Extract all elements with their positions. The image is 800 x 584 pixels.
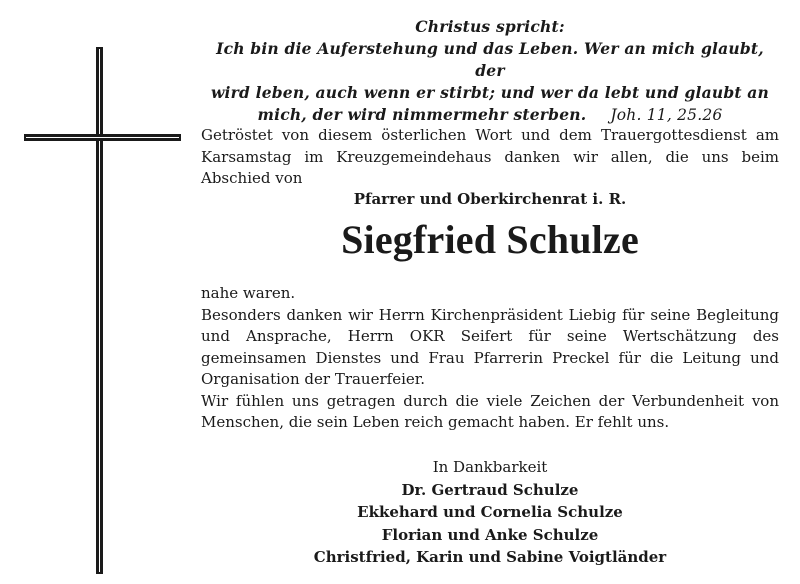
deceased-title: Pfarrer und Oberkirchenrat i. R.: [353, 190, 627, 208]
signoff-name: Florian und Anke Schulze: [381, 525, 599, 544]
quote-line: Ich bin die Auferstehung und das Leben. Wer an mich glaubt, der: [216, 39, 764, 80]
cross-horizontal-bar: [24, 134, 181, 141]
quote-line: Christus spricht:: [415, 17, 565, 36]
quote-line-text: mich, der wird nimmermehr sterben.: [257, 105, 587, 124]
signoff: [200, 456, 780, 569]
paragraph-thanks: Besonders danken wir Herrn Kirchenpräsident Liebig für seine Begleitung und Ansprache, Herrn OKR Seifert für seine Wertschätzung des gemeinsamen Dienstes und Frau Pfarrerin Preckel für die Leitung und Organisation der Trauerfeier.: [201, 305, 779, 388]
intro-text: Getröstet von diesem österlichen Wort und dem Trauergottesdienst am Karsamstag im Kreuzgemeindehaus danken wir allen, die uns beim Abschied von: [201, 126, 779, 187]
main-text: [201, 283, 779, 434]
text-line: nahe waren.: [201, 284, 296, 302]
signoff-intro: In Dankbarkeit: [432, 458, 548, 476]
deceased-name: Siegfried Schulze: [341, 217, 639, 262]
quote-line: wird leben, auch wenn er stirbt; und wer da lebt und glaubt an: [210, 83, 770, 102]
bible-quote: [200, 16, 780, 126]
signoff-name: Dr. Gertraud Schulze: [401, 480, 579, 499]
cross-vertical-bar: [96, 47, 103, 574]
signoff-name: Christfried, Karin und Sabine Voigtländer: [313, 548, 667, 566]
quote-line-last: [200, 104, 780, 126]
paragraph-closing: Wir fühlen uns getragen durch die viele Zeichen der Verbundenheit von Menschen, die sein Leben reich gemacht haben. Er fehlt uns.: [201, 391, 779, 431]
bible-reference: Joh. 11, 25.26: [610, 106, 723, 124]
signoff-name: Ekkehard und Cornelia Schulze: [357, 503, 623, 521]
